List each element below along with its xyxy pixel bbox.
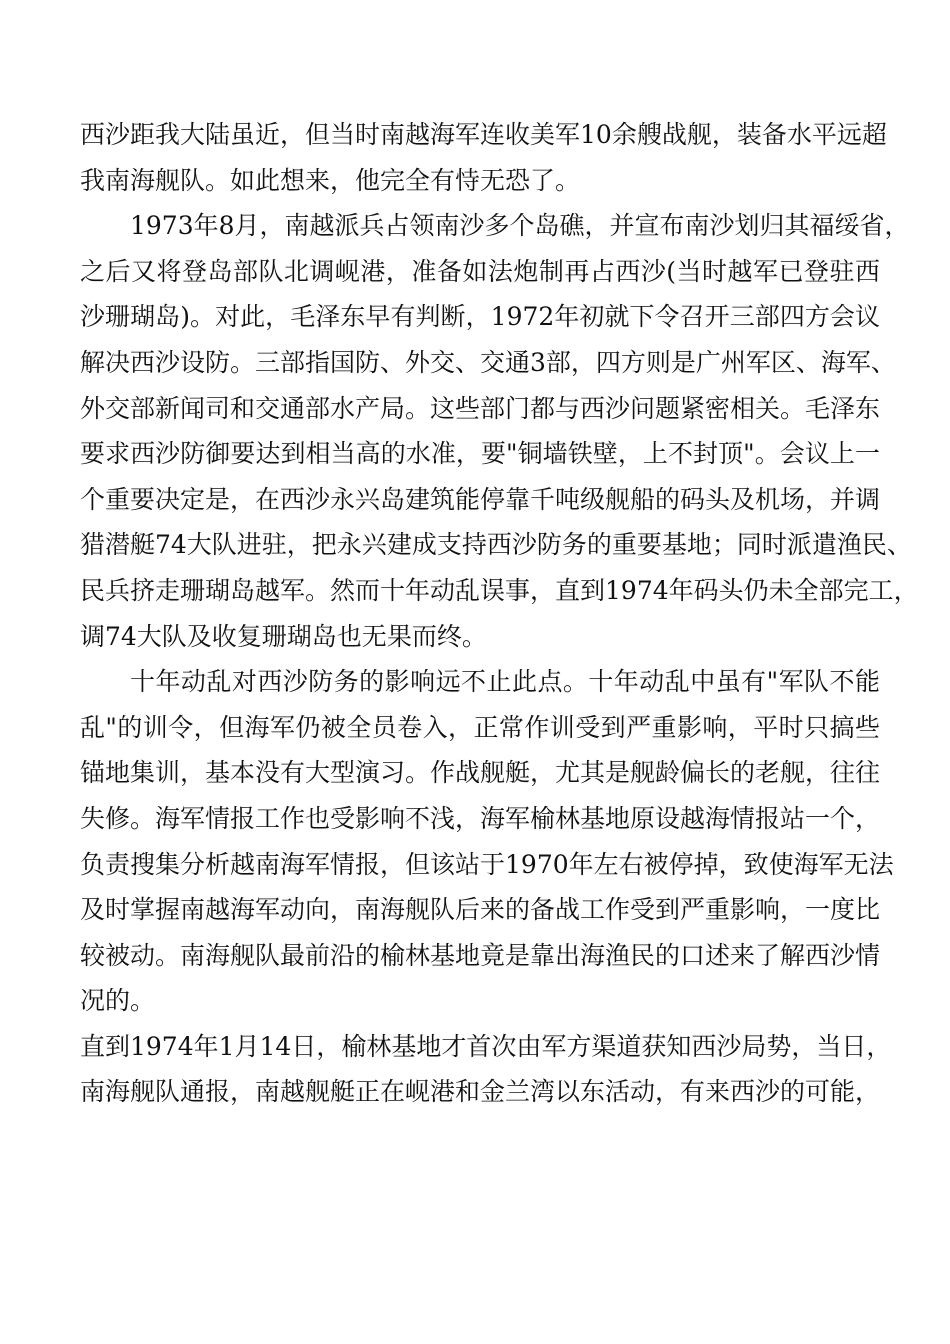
text-line: 况的。 [80,986,156,1016]
text-line: 调74大队及收复珊瑚岛也无果而终。 [80,621,487,651]
text-line: 十年动乱对西沙防务的影响远不止此点。十年动乱中虽有"军队不能 [130,667,880,697]
text-line: 之后又将登岛部队北调岘港，准备如法炮制再占西沙(当时越军已登驻西 [80,256,880,286]
text-line: 要求西沙防御要达到相当高的水准，要"铜墙铁壁，上不封顶"。会议上一 [80,439,880,469]
text-line: 解决西沙设防。三部指国防、外交、交通3部，四方则是广州军区、海军、 [80,347,896,377]
text-line: 沙珊瑚岛)。对此，毛泽东早有判断，1972年初就下令召开三部四方会议 [80,302,880,332]
text-line: 民兵挤走珊瑚岛越军。然而十年动乱误事，直到1974年码头仍未全部完工， [80,575,919,605]
text-line: 及时掌握南越海军动向，南海舰队后来的备战工作受到严重影响，一度比 [80,895,881,925]
text-line: 个重要决定是，在西沙永兴岛建筑能停靠千吨级舰船的码头及机场，并调 [80,484,881,514]
text-line: 负责搜集分析越南海军情报，但该站于1970年左右被停掉，致使海军无法 [80,849,894,879]
text-line: 乱"的训令，但海军仍被全员卷入，正常作训受到严重影响，平时只搞些 [80,712,880,742]
text-line: 西沙距我大陆虽近，但当时南越海军连收美军10余艘战舰，装备水平远超 [80,120,887,149]
text-line: 猎潜艇74大队进驻，把永兴建成支持西沙防务的重要基地；同时派遣渔民、 [80,530,912,560]
text-line: 南海舰队通报，南越舰艇正在岘港和金兰湾以东活动，有来西沙的可能， [80,1077,881,1107]
text-line: 我南海舰队。如此想来，他完全有恃无恐了。 [80,165,581,195]
text-line: 1973年8月，南越派兵占领南沙多个岛礁，并宣布南沙划归其福绥省， [130,211,910,241]
text-line: 失修。海军情报工作也受影响不浅，海军榆林基地原设越海情报站一个， [80,803,881,833]
text-line: 较被动。南海舰队最前沿的榆林基地竟是靠出海渔民的口述来了解西沙情 [80,940,881,970]
text-line: 外交部新闻司和交通部水产局。这些部门都与西沙问题紧密相关。毛泽东 [80,393,881,423]
document-body [80,112,919,1115]
text-line: 直到1974年1月14日，榆林基地才首次由军方渠道获知西沙局势，当日， [80,1031,892,1061]
text-line: 锚地集训，基本没有大型演习。作战舰艇，尤其是舰龄偏长的老舰，往往 [80,758,881,788]
